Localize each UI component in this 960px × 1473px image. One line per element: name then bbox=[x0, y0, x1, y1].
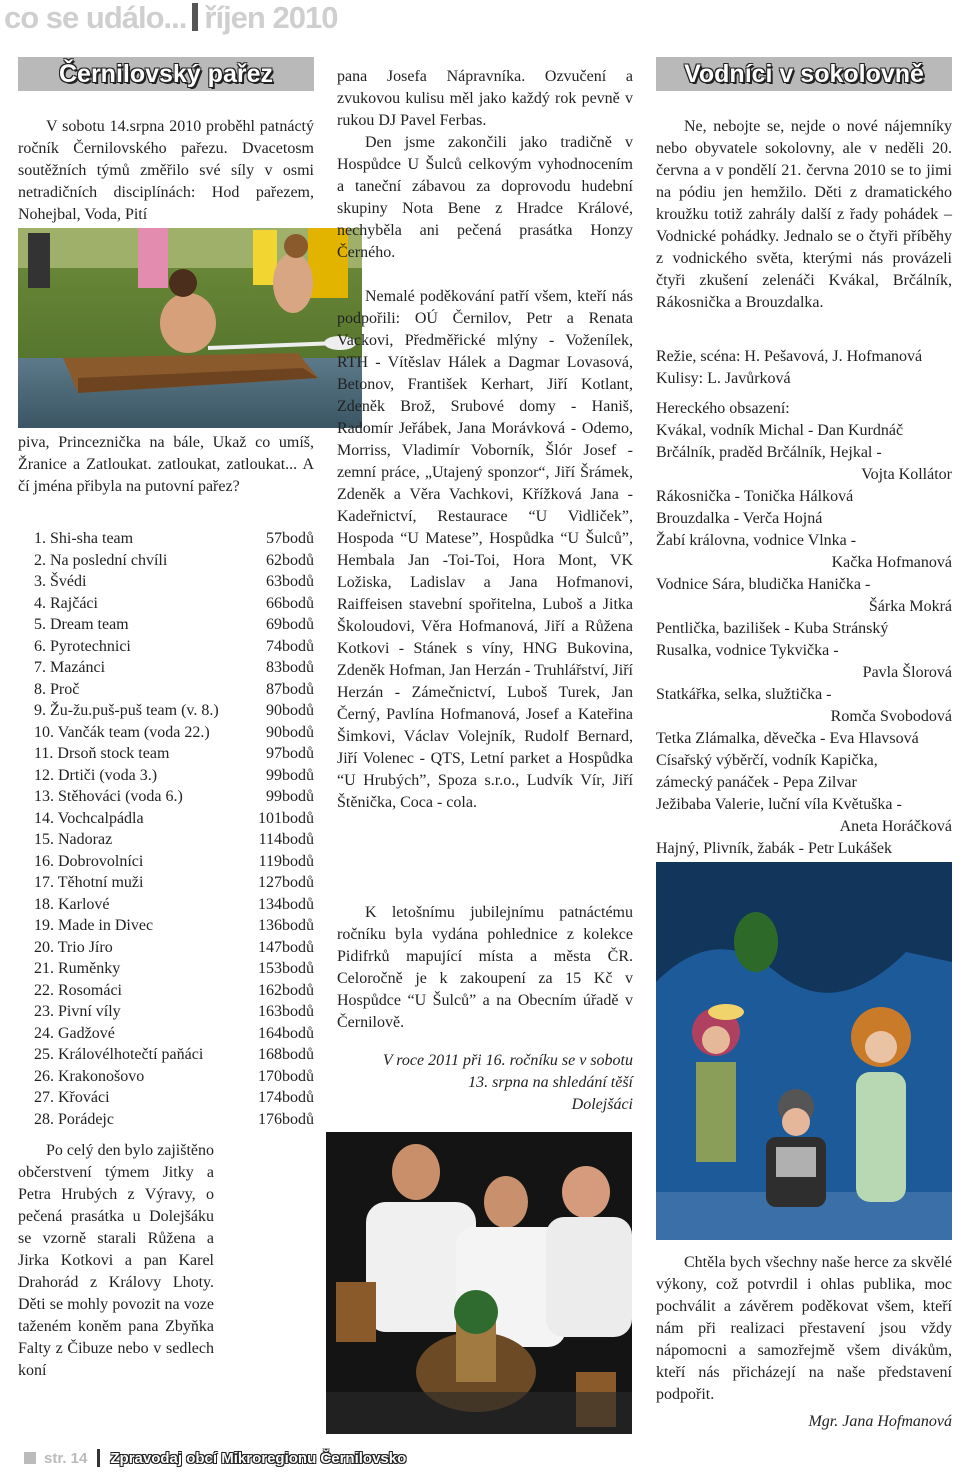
team-name: 24. Gadžové bbox=[34, 1024, 115, 1042]
cast-actor: Šárka Mokrá bbox=[868, 598, 952, 615]
cast-line: Vodnice Sára, bludička Hanička - bbox=[656, 576, 871, 593]
page-footer bbox=[24, 1449, 406, 1467]
team-points: 69bodů bbox=[266, 616, 314, 633]
result-row bbox=[34, 808, 314, 830]
result-row bbox=[34, 550, 314, 572]
cast-line: Ježibaba Valerie, luční víla Květuška - bbox=[656, 796, 902, 813]
publication-name: Zpravodaj obcí Mikroregionu Černilovsko bbox=[110, 1450, 407, 1467]
team-name: 7. Mazánci bbox=[34, 659, 106, 676]
signature-dolejsaci: Dolejšáci bbox=[571, 1096, 633, 1113]
team-name: 11. Drsoň stock team bbox=[34, 745, 170, 762]
issue-month: říjen 2010 bbox=[204, 0, 338, 35]
parez-intro: V sobotu 14.srpna 2010 proběhl patnáctý ročník Černilovského pařezu. Dvacetosm soutěžních týmů změřilo své síly v osmi netradičních disciplínách: Hod pařezem, Nohejbal, Voda, Pití bbox=[18, 118, 314, 223]
cast-list bbox=[656, 420, 952, 860]
team-name: 19. Made in Divec bbox=[34, 917, 154, 934]
cast-line: Žabí královna, vodnice Vlnka - bbox=[656, 532, 857, 549]
photo-winners bbox=[326, 1132, 632, 1434]
team-points: 119bodů bbox=[258, 852, 314, 870]
postcard-info: K letošnímu jubilejnímu patnáctému ročníku byla vydána pohlednice z kolekce Pidifrků mapující místa a města ČR. Celoročně je k zakoupení za 15 Kč v Hospůdce “U Šulců” a na Obecním úřadě v Černilově. bbox=[337, 904, 633, 1031]
cast-actor: Romča Svobodová bbox=[830, 708, 952, 725]
middle-p2: Den jsme zakončili jako tradičně v Hospůdce U Šulců celkovým vyhodnocením a taneční zábavou za doprovodu hudební skupiny Nota Bene z Hradce Králové, nechyběla ani pečená prasátka Honzy Černého. bbox=[337, 134, 633, 261]
team-name: 12. Drtiči (voda 3.) bbox=[34, 766, 158, 784]
result-row bbox=[34, 657, 314, 679]
team-name: 5. Dream team bbox=[34, 616, 129, 633]
team-points: 153bodů bbox=[258, 960, 314, 977]
result-row bbox=[34, 614, 314, 636]
team-points: 174bodů bbox=[258, 1089, 314, 1106]
result-row bbox=[34, 1044, 314, 1066]
cast-line: Brouzdalka - Verča Hojná bbox=[656, 510, 823, 527]
result-row bbox=[34, 958, 314, 980]
team-points: 168bodů bbox=[258, 1046, 314, 1063]
result-row bbox=[34, 786, 314, 808]
team-name: 4. Rajčáci bbox=[34, 594, 98, 612]
direction-credit: Režie, scéna: H. Pešavová, J. Hofmanová bbox=[656, 348, 923, 365]
team-name: 27. Křováci bbox=[34, 1089, 110, 1106]
team-name: 10. Vančák team (voda 22.) bbox=[34, 723, 210, 741]
result-row bbox=[34, 765, 314, 787]
vodnici-thanks: Chtěla bych všechny naše herce za skvělé výkony, což potvrdil i ohlas publika, moc pochválit a závěrem poděkovat všem, kteří nám při realizaci přestavení jsou vždy nápomocni a samozřejmě všem divákům, kteří nás přicházejí na naše představení podpořit. bbox=[656, 1254, 952, 1403]
team-name: 2. Na poslední chvíli bbox=[34, 551, 168, 569]
team-points: 90bodů bbox=[266, 723, 314, 741]
next-year-note: V roce 2011 při 16. ročníku se v sobotu 13. srpna na shledání těší bbox=[382, 1052, 633, 1091]
team-points: 90bodů bbox=[266, 702, 314, 719]
result-row bbox=[34, 894, 314, 916]
scenery-credit: Kulisy: L. Javůrková bbox=[656, 370, 791, 387]
cast-line: Pentlička, bazilišek - Kuba Stránský bbox=[656, 620, 889, 637]
team-name: 21. Ruměnky bbox=[34, 960, 121, 977]
cast-line: zámecký panáček - Pepa Zilvar bbox=[656, 774, 857, 791]
team-points: 101bodů bbox=[258, 809, 314, 827]
team-name: 23. Pivní víly bbox=[34, 1003, 121, 1020]
result-row bbox=[34, 980, 314, 1002]
signature-hofmanova: Mgr. Jana Hofmanová bbox=[808, 1413, 952, 1430]
team-points: 99bodů bbox=[266, 788, 314, 805]
team-points: 99bodů bbox=[266, 766, 314, 784]
cast-actor: Kačka Hofmanová bbox=[831, 554, 952, 571]
photo-theatre bbox=[656, 862, 952, 1240]
team-name: 22. Rosomáci bbox=[34, 981, 122, 999]
team-points: 163bodů bbox=[258, 1003, 314, 1020]
photo-boat-race bbox=[18, 228, 362, 428]
result-row bbox=[34, 915, 314, 937]
team-points: 74bodů bbox=[266, 637, 314, 655]
article-title-parez: Černilovský pařez bbox=[18, 57, 314, 91]
parez-disciplines: piva, Princeznička na bále, Ukaž co umíš, Žranice a Zatloukat. zatloukat, zatloukat... A čí jména přibyla na putovní pařez? bbox=[18, 434, 314, 495]
article-title-vodnici: Vodníci v sokolovně bbox=[656, 57, 952, 91]
result-row bbox=[34, 851, 314, 873]
cast-heading: Hereckého obsazení: bbox=[656, 400, 790, 417]
result-row bbox=[34, 1066, 314, 1088]
results-list bbox=[34, 528, 314, 1130]
team-name: 15. Nadoraz bbox=[34, 831, 113, 848]
team-points: 164bodů bbox=[258, 1024, 314, 1042]
team-points: 97bodů bbox=[266, 745, 314, 762]
cast-actor: Pavla Šlorová bbox=[862, 664, 952, 681]
cast-line: Statkářka, selka, služtička - bbox=[656, 686, 832, 703]
middle-p2-wrap bbox=[337, 132, 633, 264]
team-points: 62bodů bbox=[266, 551, 314, 569]
result-row bbox=[34, 679, 314, 701]
result-row bbox=[34, 571, 314, 593]
team-points: 127bodů bbox=[258, 874, 314, 891]
team-name: 6. Pyrotechnici bbox=[34, 637, 131, 655]
page-header bbox=[4, 0, 337, 36]
sponsors-thanks: Nemalé poděkování patří všem, kteří nás podpořili: OÚ Černilov, Petr a Renata Vackovi, Předměřické mlýny - Voženílek, RTH - Vítěslav Hálek a Dagmar Lovasová, Betonov, František Kerhart, Jiří Kotlant, Zdeněk Brož, Srubové domy - Haniš, Radomír Jeřábek, Jana Morávková - Odemo, Morriss, Vladimír Voborník, Šlór Josef - zemní práce, „Utajený sponzor“, Jiří Šrámek, Zdeněk a Věra Vachkovi, Křížková Jana - Kadeřnictví, Restaurace “U Vidliček”, Hospoda “U Matese”, Hospůdka “U Šulců”, Hembala Jan -Toi-Toi, Hora Mont, VK Ložiska, Ladislav a Jana Hofmanovi, Raiffeisen stavební spořitelna, Luboš a Jitka Školoudovi, Věra Hofmanová, Jiří a Růžena Kotkovi - Stánek s víny, HNG Bukovina, Zdeněk Hofman, Jan Herzán - Truhlářství, Jiří Herzán - Zámečnictví, Luboš Turek, Jan Černý, Pavlína Hofmanová, Josef a Kateřina Šimkovi, Václav Volejník, Rudolf Bernard, Jiří Volenec - QTS, Letní parket a Hospůdka “U Hrubých”, Spoza s.r.o., Ludvík Vír, Jiří Štěnička, Coca - cola. bbox=[337, 288, 633, 811]
result-row bbox=[34, 872, 314, 894]
team-points: 176bodů bbox=[258, 1110, 314, 1128]
team-points: 87bodů bbox=[266, 680, 314, 698]
result-row bbox=[34, 1087, 314, 1109]
result-row bbox=[34, 937, 314, 959]
result-row bbox=[34, 1001, 314, 1023]
header-divider bbox=[192, 3, 198, 31]
team-name: 1. Shi-sha team bbox=[34, 530, 134, 547]
cast-line: Tetka Zlámalka, děvečka - Eva Hlavsová bbox=[656, 730, 919, 747]
cast-line: Hajný, Plivník, žabák - Petr Lukášek bbox=[656, 840, 892, 857]
team-name: 9. Žu-žu.puš-puš team (v. 8.) bbox=[34, 702, 219, 719]
result-row bbox=[34, 1023, 314, 1045]
result-row bbox=[34, 1109, 314, 1131]
footer-square bbox=[24, 1452, 36, 1464]
result-row bbox=[34, 593, 314, 615]
cast-line: Kvákal, vodník Michal - Dan Kurdnáč bbox=[656, 422, 904, 439]
team-points: 83bodů bbox=[266, 659, 314, 676]
cast-actor: Vojta Kollátor bbox=[861, 466, 952, 483]
parez-refreshments: Po celý den bylo zajištěno občerstvení týmem Jitky a Petra Hrubých z Výravy, o pečená prasátka u Dolejšáku se vzorně starali Růžena a Jirka Kotkovi a pan Karel Drahorád z Královy Lhoty. Děti se mohly povozit na voze taženém koněm pana Zbyňka Falty z Čibuze nebo v sedlech koní bbox=[18, 1142, 214, 1379]
team-points: 57bodů bbox=[266, 530, 314, 547]
cast-line: Brčálník, praděd Brčálník, Hejkal - bbox=[656, 444, 882, 461]
result-row bbox=[34, 743, 314, 765]
team-points: 162bodů bbox=[258, 981, 314, 999]
result-row bbox=[34, 636, 314, 658]
middle-p1: pana Josefa Nápravníka. Ozvučení a zvukovou kulisu měl jako každý rok pevně v rukou DJ Pavel Ferbas. bbox=[337, 68, 633, 129]
result-row bbox=[34, 528, 314, 550]
team-points: 170bodů bbox=[258, 1067, 314, 1085]
cast-actor: Aneta Horáčková bbox=[839, 818, 952, 835]
team-points: 134bodů bbox=[258, 895, 314, 913]
result-row bbox=[34, 700, 314, 722]
team-name: 25. Královélhotečtí paňáci bbox=[34, 1046, 204, 1063]
team-points: 63bodů bbox=[266, 573, 314, 590]
footer-divider bbox=[97, 1449, 100, 1467]
team-name: 16. Dobrovolníci bbox=[34, 852, 144, 870]
team-name: 18. Karlové bbox=[34, 895, 110, 913]
result-row bbox=[34, 829, 314, 851]
result-row bbox=[34, 722, 314, 744]
team-name: 28. Porádejc bbox=[34, 1110, 114, 1128]
cast-line: Rusalka, vodnice Tykvička - bbox=[656, 642, 839, 659]
vodnici-intro: Ne, nebojte se, nejde o nové nájemníky nebo obyvatele sokolovny, ale v neděli 20. června a v pondělí 21. června 2010 se to jimi na pódiu jen hemžilo. Děti z dramatického kroužku totiž zahrály další z řady pohádek – Vodnické pohádky. Jednalo se o čtyři příběhy z vodnického světa, kterými nás provázeli čtyři zkušení zelenáči Kvákal, Brčálník, Rákosnička a Brouzdalka. bbox=[656, 118, 952, 311]
team-points: 136bodů bbox=[258, 917, 314, 934]
team-name: 17. Těhotní muži bbox=[34, 874, 144, 891]
team-name: 13. Stěhováci (voda 6.) bbox=[34, 788, 183, 805]
team-name: 20. Trio Jíro bbox=[34, 938, 113, 956]
team-name: 14. Vochcalpádla bbox=[34, 809, 144, 827]
team-name: 26. Krakonošovo bbox=[34, 1067, 145, 1085]
page-number: str. 14 bbox=[44, 1450, 88, 1467]
team-name: 3. Švédi bbox=[34, 573, 87, 590]
cast-line: Císařský výběrčí, vodník Kapička, bbox=[656, 752, 878, 769]
team-points: 114bodů bbox=[258, 831, 314, 848]
section-label: co se událo... bbox=[4, 0, 187, 35]
team-points: 147bodů bbox=[258, 938, 314, 956]
team-name: 8. Proč bbox=[34, 680, 80, 698]
cast-line: Rákosnička - Tonička Hálková bbox=[656, 488, 854, 505]
team-points: 66bodů bbox=[266, 594, 314, 612]
